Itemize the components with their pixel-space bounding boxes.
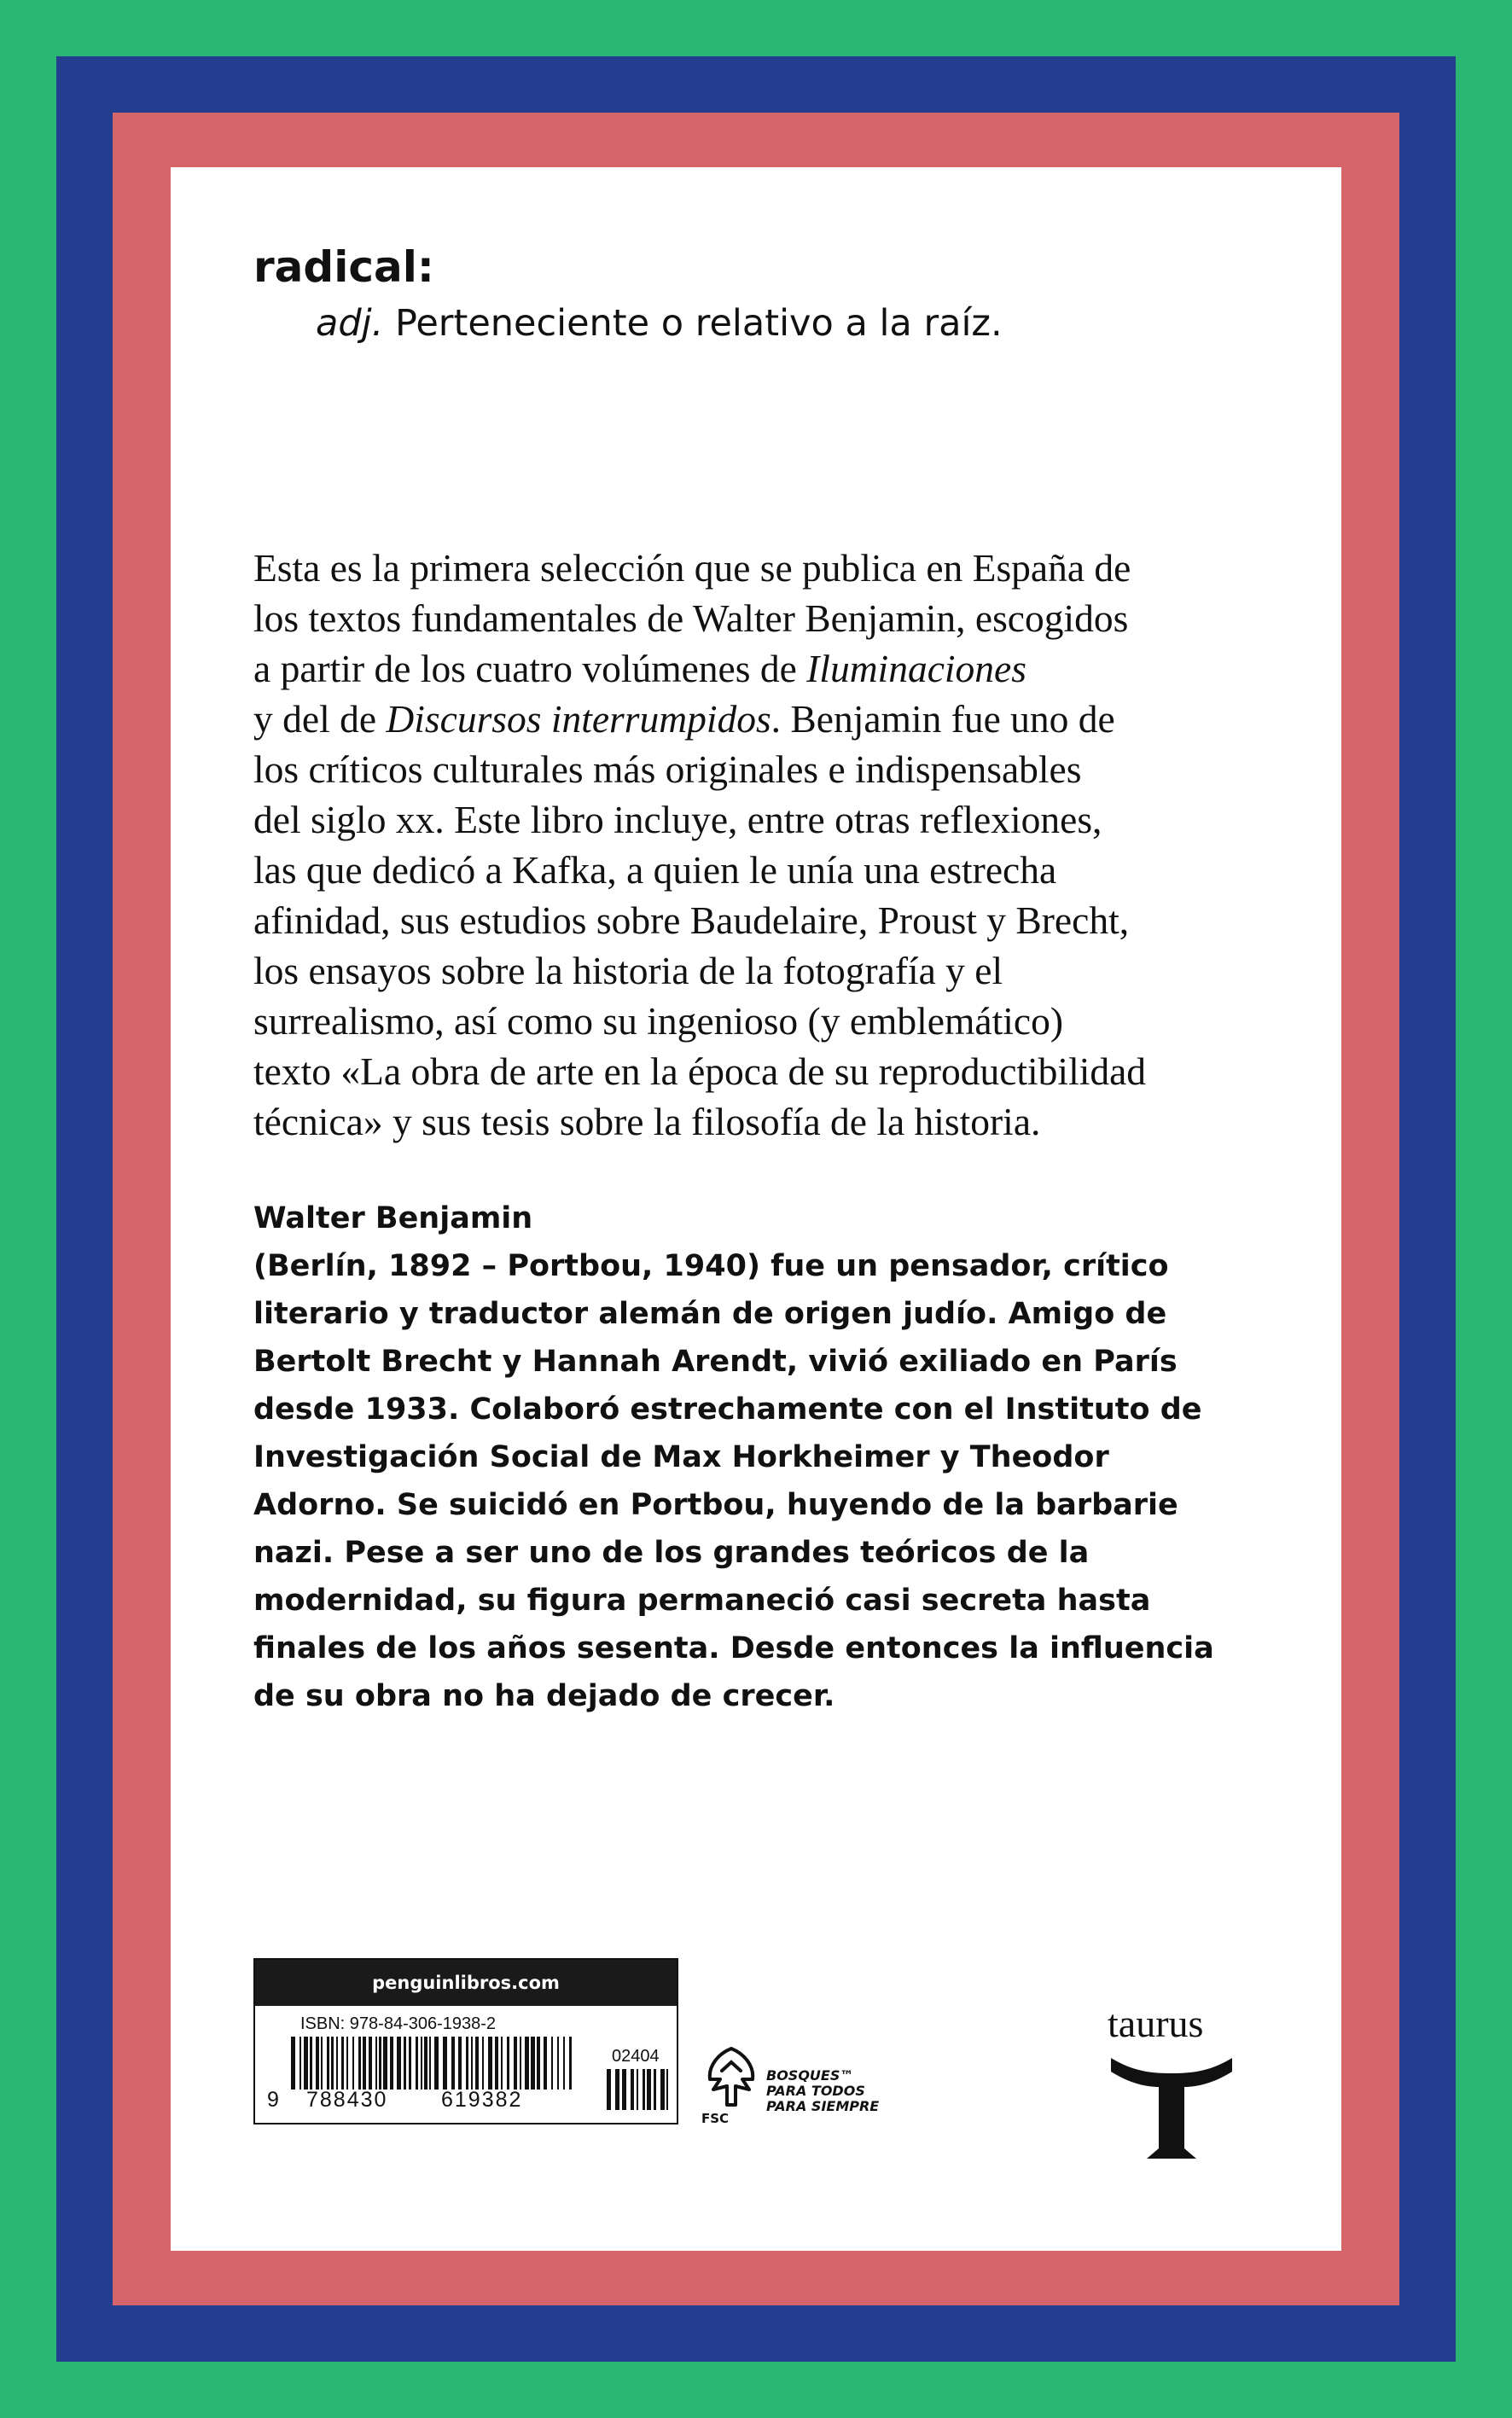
barcode-bar (647, 2069, 651, 2110)
fsc-slogan (766, 2068, 879, 2114)
bio-line: de su obra no ha dejado de crecer. (253, 1679, 835, 1713)
barcode-bar (466, 2037, 468, 2090)
definition-pos: adj. (316, 302, 384, 345)
barcode-bar (531, 2037, 535, 2090)
book-title-discursos: Discursos interrumpidos (386, 697, 771, 741)
synopsis-line: afinidad, sus estudios sobre Baudelaire, Proust y Brecht, (253, 898, 1130, 942)
synopsis-line: texto «La obra de arte en la época de su reproductibilidad (253, 1049, 1147, 1093)
fsc-label: FSC (701, 2111, 730, 2126)
barcode-bar (637, 2069, 638, 2110)
barcode-bar (299, 2037, 301, 2090)
definition-text (316, 302, 1003, 345)
barcode-addon-number: 02404 (612, 2047, 660, 2066)
barcode-bar (404, 2037, 406, 2090)
barcode-bar (654, 2069, 656, 2110)
book-title-iluminaciones: Iluminaciones (806, 647, 1026, 690)
bio-line: Adorno. Se suicidó en Portbou, huyendo de la barbarie (253, 1488, 1178, 1522)
synopsis-line: técnica» y sus tesis sobre la filosofía de la historia. (253, 1100, 1041, 1143)
fsc-slogan-line: BOSQUES™ (766, 2067, 854, 2084)
bio-line: (Berlín, 1892 – Portbou, 1940) fue un pensador, crítico (253, 1249, 1169, 1283)
barcode-bar (310, 2037, 312, 2090)
barcode-addon-bars (605, 2069, 673, 2110)
synopsis-line (253, 694, 1277, 744)
barcode-bar (615, 2069, 619, 2110)
synopsis-line: las que dedicó a Kafka, a quien le unía una estrecha (253, 848, 1057, 892)
publisher-name: taurus (1108, 2002, 1204, 2045)
synopsis-line: los textos fundamentales de Walter Benjamin, escogidos (253, 596, 1129, 640)
barcode-bar (383, 2037, 387, 2090)
bio-line: Bertolt Brecht y Hannah Arendt, vivió exiliado en París (253, 1345, 1178, 1379)
barcode-bar (622, 2069, 626, 2110)
synopsis-text: a partir de los cuatro volúmenes de (253, 647, 807, 690)
barcode-digits-left: 788430 (306, 2088, 388, 2112)
barcode-bar (358, 2037, 361, 2090)
barcode-bar (434, 2037, 439, 2090)
barcode-bar (631, 2069, 634, 2110)
barcode-digit-first: 9 (267, 2088, 281, 2112)
barcode-bar (643, 2069, 645, 2110)
definition-term: radical: (253, 242, 434, 292)
bio-line: Investigación Social de Max Horkheimer y Theodor (253, 1440, 1109, 1474)
synopsis-line: surrealismo, así como su ingenioso (y emblemático) (253, 999, 1063, 1043)
barcode-bar (346, 2037, 348, 2090)
barcode-bar (495, 2037, 498, 2090)
back-cover-page (171, 167, 1341, 2251)
barcode-bars (289, 2037, 579, 2090)
barcode-bar (520, 2037, 521, 2090)
bio-line: desde 1933. Colaboró estrechamente con el Instituto de (253, 1392, 1202, 1427)
barcode-bar (291, 2037, 295, 2090)
fsc-tree-icon (701, 2045, 761, 2110)
barcode-bar (475, 2037, 479, 2090)
barcode-bar (666, 2069, 668, 2110)
barcode-bar (363, 2037, 366, 2090)
barcode-bar (501, 2037, 503, 2090)
barcode-bar (429, 2037, 431, 2090)
barcode-bar (379, 2037, 381, 2090)
fsc-slogan-line: PARA TODOS (766, 2083, 865, 2099)
synopsis-text: y del de (253, 697, 387, 741)
author-bio (253, 1194, 1260, 1720)
bio-line: finales de los años sesenta. Desde entonces la influencia (253, 1631, 1214, 1665)
synopsis (253, 543, 1277, 1147)
barcode-bar (304, 2037, 308, 2090)
barcode-bar (397, 2037, 401, 2090)
barcode-bar (569, 2037, 572, 2090)
barcode-bar (375, 2037, 377, 2090)
barcode-bar (488, 2037, 492, 2090)
barcode-bar (390, 2037, 393, 2090)
barcode-bar (451, 2037, 455, 2090)
taurus-t-logo-icon (1108, 2053, 1236, 2164)
fsc-slogan-line: PARA SIEMPRE (766, 2098, 880, 2114)
definition-meaning: Perteneciente o relativo a la raíz. (394, 302, 1003, 345)
barcode-digits-right: 619382 (441, 2088, 523, 2112)
barcode-bar (563, 2037, 565, 2090)
barcode-bar (537, 2037, 540, 2090)
barcode-bar (471, 2037, 473, 2090)
barcode-bar (514, 2037, 517, 2090)
barcode-bar (321, 2037, 323, 2090)
synopsis-line: del siglo xx. Este libro incluye, entre otras reflexiones, (253, 798, 1102, 841)
bio-line: modernidad, su figura permaneció casi secreta hasta (253, 1584, 1151, 1618)
publisher-website: penguinlibros.com (255, 1960, 677, 2006)
barcode-bar (482, 2037, 484, 2090)
synopsis-text: . Benjamin fue uno de (771, 697, 1115, 741)
barcode-bar (424, 2037, 427, 2090)
barcode-bar (607, 2069, 611, 2110)
barcode-bar (409, 2037, 411, 2090)
synopsis-line (253, 643, 1277, 694)
barcode-bar (507, 2037, 509, 2090)
barcode-bar (544, 2037, 547, 2090)
synopsis-line: los críticos culturales más originales e indispensables (253, 747, 1082, 791)
barcode-bar (551, 2037, 553, 2090)
barcode-bar (421, 2037, 422, 2090)
bio-line: literario y traductor alemán de origen judío. Amigo de (253, 1297, 1167, 1331)
barcode-bar (316, 2037, 319, 2090)
barcode-bar (458, 2037, 462, 2090)
barcode-bar (327, 2037, 329, 2090)
barcode-box (253, 1958, 678, 2124)
barcode-bar (341, 2037, 344, 2090)
synopsis-line: los ensayos sobre la historia de la fotografía y el (253, 949, 1003, 992)
barcode-bar (352, 2037, 354, 2090)
author-name: Walter Benjamin (253, 1201, 533, 1235)
isbn-number: ISBN: 978-84-306-1938-2 (300, 2014, 497, 2033)
barcode-bar (525, 2037, 529, 2090)
synopsis-line: Esta es la primera selección que se publica en España de (253, 546, 1131, 590)
barcode-bar (660, 2069, 665, 2110)
barcode-bar (331, 2037, 334, 2090)
barcode-bar (557, 2037, 559, 2090)
barcode-bar (416, 2037, 418, 2090)
bio-line: nazi. Pese a ser uno de los grandes teóricos de la (253, 1536, 1090, 1570)
barcode-bar (336, 2037, 338, 2090)
barcode-bar (369, 2037, 372, 2090)
barcode-bar (443, 2037, 447, 2090)
